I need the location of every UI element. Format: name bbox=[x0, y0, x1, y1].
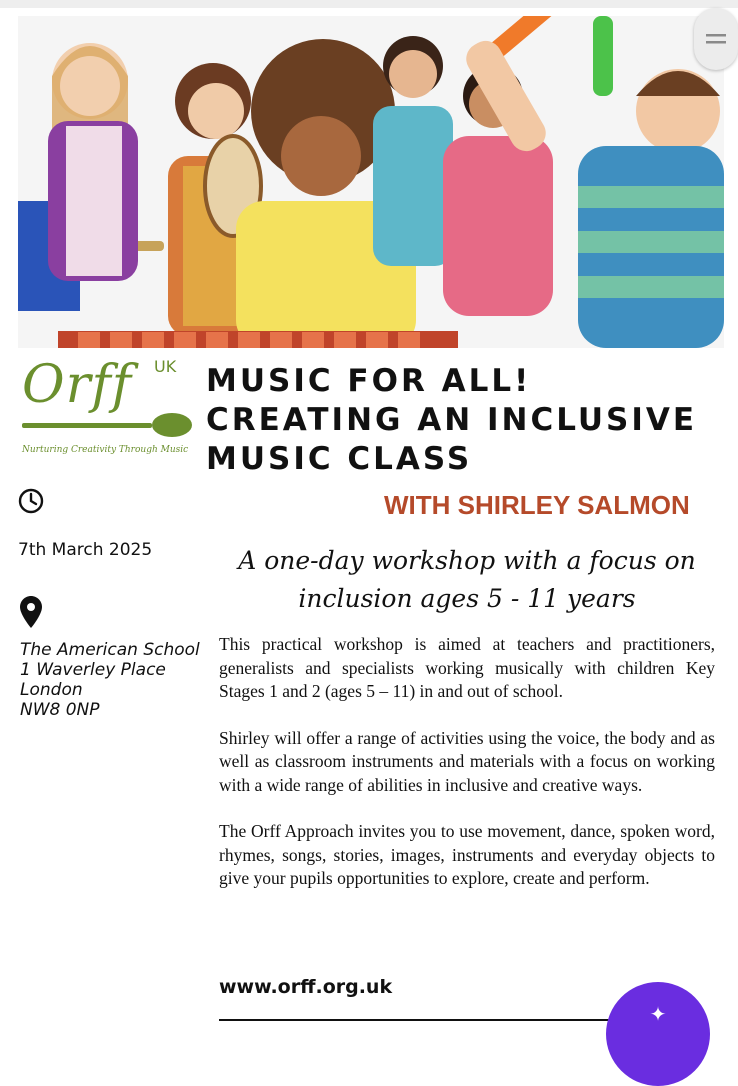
title-line-3: MUSIC CLASS bbox=[206, 441, 473, 477]
hero-illustration bbox=[18, 16, 724, 348]
description bbox=[219, 633, 715, 914]
clock-icon bbox=[18, 488, 44, 518]
location-pin-icon bbox=[20, 596, 42, 632]
logo-mallet-icon bbox=[22, 411, 194, 439]
title-line-1: MUSIC FOR ALL! bbox=[206, 363, 532, 399]
address-line: London bbox=[20, 680, 83, 700]
address-line: NW8 0NP bbox=[20, 700, 100, 720]
hamburger-menu-icon bbox=[706, 32, 726, 46]
assistant-button[interactable] bbox=[606, 982, 710, 1086]
divider bbox=[219, 1019, 639, 1021]
top-bar bbox=[0, 0, 738, 8]
logo-tagline: Nurturing Creativity Through Music bbox=[22, 445, 189, 455]
menu-button[interactable] bbox=[694, 8, 738, 70]
orff-uk-logo bbox=[18, 355, 198, 465]
description-paragraph: This practical workshop is aimed at teachers and practitioners, generalists and specialists working musically with children Key Stages 1 and 2 (ages 5 – 11) in and out of school. bbox=[219, 634, 715, 701]
description-paragraph: The Orff Approach invites you to use movement, dance, spoken word, rhymes, songs, stories, images, instruments and everyday objects to give your pupils opportunities to explore, create and perform. bbox=[219, 821, 715, 888]
presenter-name: WITH SHIRLEY SALMON bbox=[384, 490, 690, 520]
page-title bbox=[206, 362, 726, 479]
logo-name: Orff bbox=[22, 355, 132, 415]
hero-image bbox=[18, 16, 724, 348]
website-link[interactable]: www.orff.org.uk bbox=[219, 976, 393, 998]
description-paragraph: Shirley will offer a range of activities using the voice, the body and as well as classroom instruments and materials with a focus on working with a wide range of abilities in inclusive and creative ways. bbox=[219, 727, 715, 795]
address-line: 1 Waverley Place bbox=[20, 660, 166, 680]
sparkle-icon: ✦ bbox=[649, 1002, 667, 1026]
logo-region: UK bbox=[154, 357, 177, 376]
title-line-2: CREATING AN INCLUSIVE bbox=[206, 402, 698, 438]
address-line: The American School bbox=[20, 640, 200, 660]
event-address bbox=[20, 640, 200, 720]
workshop-subtitle: A one-day workshop with a focus on inclusion ages 5 - 11 years bbox=[238, 546, 696, 613]
event-date: 7th March 2025 bbox=[18, 540, 153, 560]
